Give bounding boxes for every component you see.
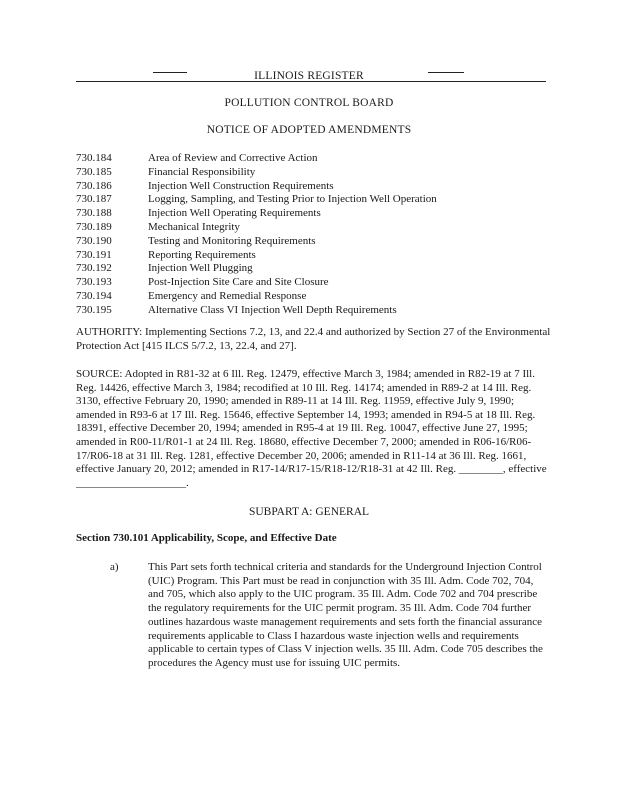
section-title: Injection Well Construction Requirements <box>148 179 334 192</box>
section-row <box>76 304 556 318</box>
section-number: 730.189 <box>76 220 112 233</box>
section-row <box>76 249 556 263</box>
section-list <box>76 152 556 318</box>
authority-paragraph: AUTHORITY: Implementing Sections 7.2, 13, and 22.4 and authorized by Section 27 of the Environmental Protection Act [415 ILCS 5/7.2, 13, 22.4, and 27]. <box>76 326 551 352</box>
notice-title: NOTICE OF ADOPTED AMENDMENTS <box>206 124 412 136</box>
subpart-heading: SUBPART A: GENERAL <box>248 506 370 518</box>
section-heading: Section 730.101 Applicability, Scope, and Effective Date <box>76 532 337 544</box>
section-title: Mechanical Integrity <box>148 220 240 233</box>
section-number: 730.190 <box>76 234 112 247</box>
section-number: 730.191 <box>76 248 112 261</box>
section-number: 730.188 <box>76 207 112 220</box>
section-number: 730.187 <box>76 193 112 206</box>
section-row <box>76 152 556 166</box>
section-title: Financial Responsibility <box>148 165 256 178</box>
item-paragraph: This Part sets forth technical criteria and standards for the Underground Injection Control (UIC) Program. This Part must be read in conjunction with 35 Ill. Adm. Code 702, 704, and 705, which also apply to the UIC program. 35 Ill. Adm. Code 702 and 704 prescribe the regulatory requirements for the UIC permit program. 35 Ill. Adm. Code 704 further outlines hazardous waste management requirements and sets forth the financial assurance requirements applicable to Class I hazardous waste injection wells and requirements applicable to certain types of Class V injection wells. 35 Ill. Adm. Code 705 describes the procedures the Agency must use for issuing UIC permits. <box>148 561 543 669</box>
section-title: Logging, Sampling, and Testing Prior to Injection Well Operation <box>148 193 437 206</box>
section-number: 730.192 <box>76 262 112 275</box>
section-row <box>76 221 556 235</box>
section-title: Reporting Requirements <box>148 248 256 261</box>
section-number: 730.185 <box>76 165 112 178</box>
section-title: Injection Well Operating Requirements <box>148 207 321 220</box>
section-title: Area of Review and Corrective Action <box>148 152 318 164</box>
section-row <box>76 207 556 221</box>
section-row <box>76 290 556 304</box>
section-row <box>76 262 556 276</box>
section-title: Post-Injection Site Care and Site Closure <box>148 276 329 289</box>
section-number: 730.193 <box>76 276 112 289</box>
section-row <box>76 235 556 249</box>
section-title: Emergency and Remedial Response <box>148 289 307 302</box>
section-row <box>76 166 556 180</box>
section-row <box>76 276 556 290</box>
board-title: POLLUTION CONTROL BOARD <box>224 97 394 109</box>
section-row <box>76 180 556 194</box>
section-number: 730.194 <box>76 289 112 302</box>
section-row <box>76 193 556 207</box>
section-number: 730.186 <box>76 179 112 192</box>
source-paragraph: SOURCE: Adopted in R81-32 at 6 Ill. Reg. 12479, effective March 3, 1984; amended in R82-19 at 7 Ill. Reg. 14426, effective March 3, 1984; recodified at 10 Ill. Reg. 14174; amended in R89-2 at 14 Ill. Reg. 3130, effective February 20, 1990; amended in R89-11 at 14 Ill. Reg. 11959, effective July 9, 1990; amended in R93-6 at 17 Ill. Reg. 15646, effective September 14, 1993; amended in R94-5 at 18 Ill. Reg. 18391, effective December 20, 1994; amended in R95-4 at 19 Ill. Reg. 10047, effective June 27, 1995; amended in R00-11/R01-1 at 24 Ill. Reg. 18680, effective December 7, 2000; amended in R06-16/R06-17/R06-18 at 31 Ill. Reg. 1281, effective December 20, 2006; amended in R11-14 at 36 Ill. Reg. 1661, effective January 20, 2012; amended in R17-14/R17-15/R18-12/R18-31 at 42 Ill. Reg. ________, effective ____________________. <box>76 368 547 489</box>
section-title: Injection Well Plugging <box>148 262 253 275</box>
register-title: ILLINOIS REGISTER <box>254 70 364 82</box>
section-number: 730.184 <box>76 152 112 164</box>
section-title: Testing and Monitoring Requirements <box>148 234 316 247</box>
item-label: a) <box>110 561 119 573</box>
section-number: 730.195 <box>76 303 112 316</box>
section-title: Alternative Class VI Injection Well Depth Requirements <box>148 303 397 316</box>
